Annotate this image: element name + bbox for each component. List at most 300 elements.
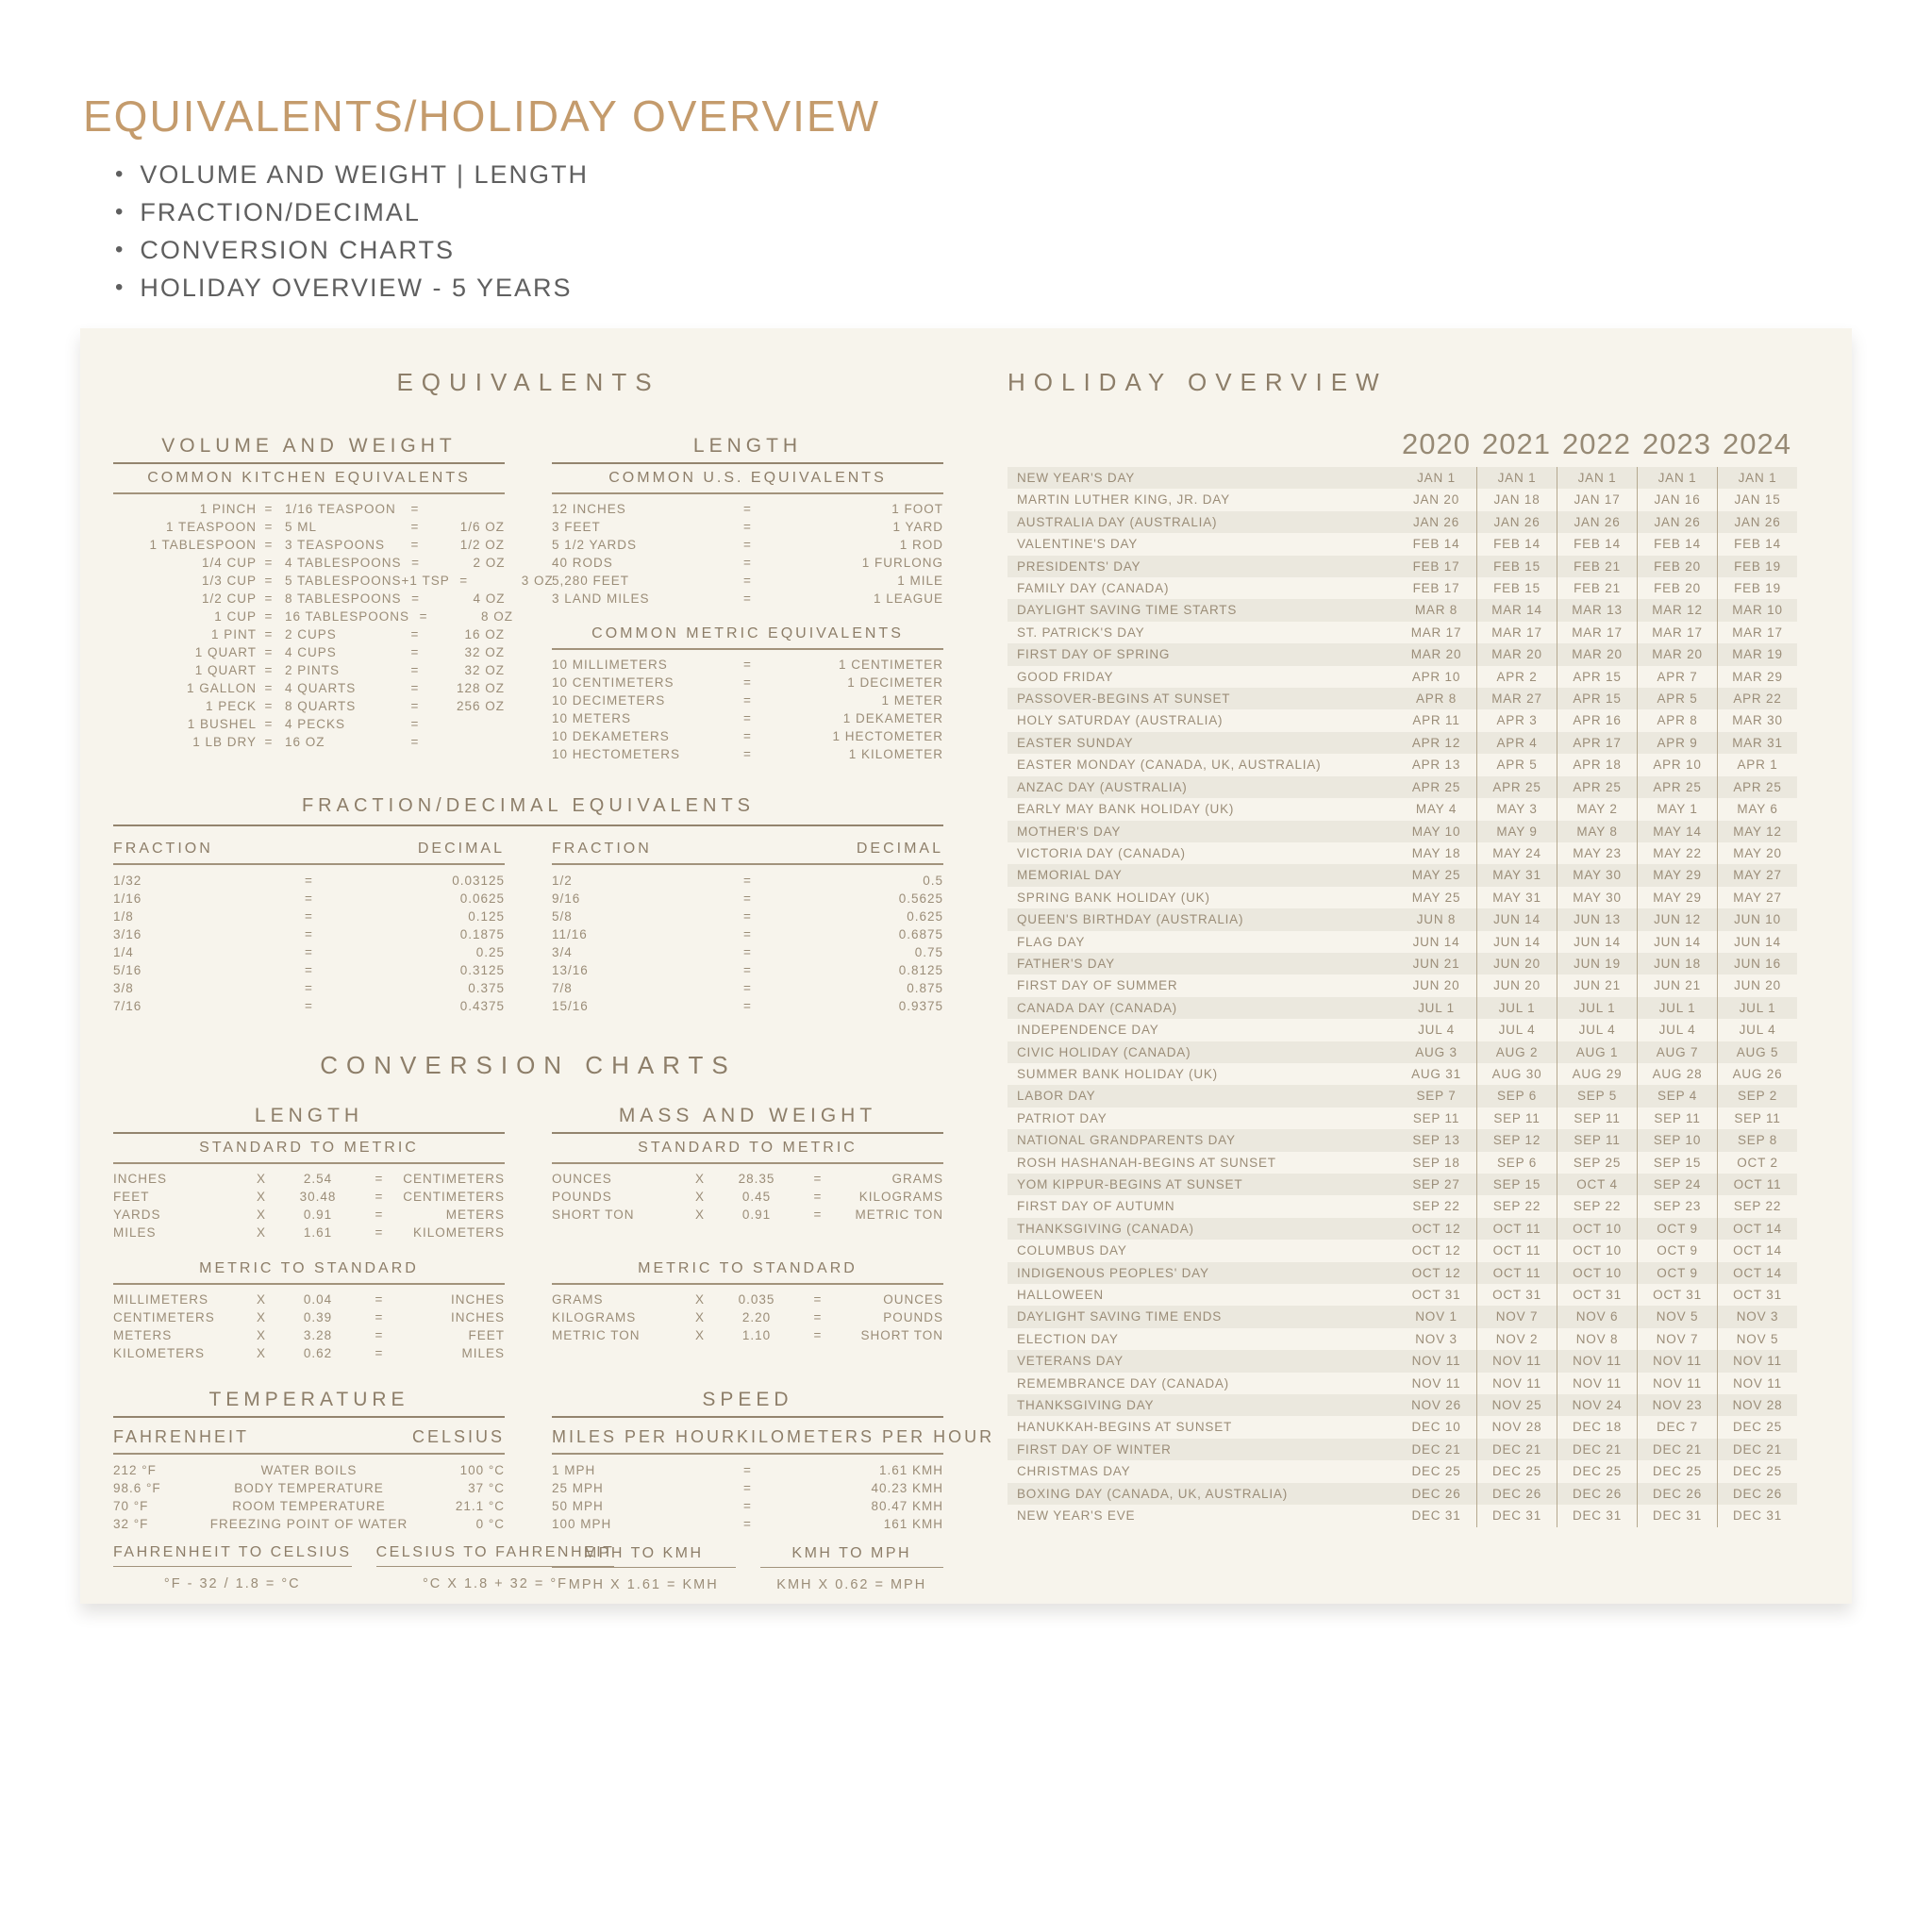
cell: 3/8 [113, 981, 134, 995]
cell: DEC 21 [1637, 1439, 1717, 1460]
holiday-row [1008, 1439, 1797, 1460]
cell: MAY 29 [1637, 887, 1717, 908]
cell: MAR 14 [1476, 599, 1557, 621]
cell: OCT 4 [1557, 1174, 1637, 1195]
cell: MAY 24 [1476, 842, 1557, 864]
cell: 37 °C [468, 1481, 505, 1495]
conversion-row [113, 1170, 505, 1188]
cell: 1/4 CUP [201, 556, 257, 570]
cell: FEET [113, 1190, 150, 1204]
cell: 1 MPH [552, 1463, 596, 1477]
holiday-row [1008, 1240, 1797, 1261]
us-equivalents-table [552, 500, 943, 608]
cell: JAN 15 [1717, 489, 1797, 510]
cell: MAY 9 [1476, 821, 1557, 842]
cell: APR 15 [1557, 688, 1637, 709]
mph-column-header: MILES PER HOUR [552, 1427, 738, 1446]
cell: MAY 30 [1557, 864, 1637, 886]
cell: KILOGRAMS [552, 1310, 637, 1324]
cell: SEP 18 [1412, 1155, 1460, 1170]
cell: APR 18 [1557, 754, 1637, 775]
feature-item: • HOLIDAY OVERVIEW - 5 YEARS [115, 270, 880, 308]
cell: APR 10 [1411, 669, 1461, 684]
cell: JAN 1 [1417, 471, 1456, 485]
holiday-row [1008, 997, 1797, 1019]
cell: SHORT TON [552, 1208, 635, 1222]
cell: FREEZING POINT OF WATER [209, 1517, 408, 1531]
cell: DEC 21 [1717, 1439, 1797, 1460]
holiday-row [1008, 1394, 1797, 1416]
cell: FLAG DAY [1017, 934, 1086, 949]
cell: WATER BOILS [260, 1463, 358, 1477]
cell: X [256, 1190, 266, 1204]
cell: DAYLIGHT SAVING TIME ENDS [1017, 1309, 1223, 1324]
cell: FEB 17 [1412, 581, 1460, 596]
cell: = [813, 1328, 823, 1342]
fraction-row [552, 890, 943, 908]
cell: 161 KMH [883, 1517, 943, 1531]
cell: JAN 26 [1717, 511, 1797, 533]
conversion-row [552, 1326, 943, 1344]
cell: MAY 29 [1637, 864, 1717, 886]
conversion-row [113, 1326, 505, 1344]
cell: 1 QUART [194, 645, 257, 659]
cell: NOV 25 [1476, 1394, 1557, 1416]
holiday-row [1008, 1373, 1797, 1394]
cell: = [743, 945, 752, 959]
holiday-row [1008, 709, 1797, 731]
cell: THANKSGIVING (CANADA) [1017, 1221, 1194, 1236]
volume-weight-heading: VOLUME AND WEIGHT [113, 435, 505, 464]
cell: 21.1 °C [455, 1499, 505, 1513]
conversion-row [113, 1344, 505, 1362]
kitchen-row [113, 715, 505, 733]
holiday-row [1008, 821, 1797, 842]
cell: 0.035 [738, 1292, 775, 1307]
cell: 0.125 [468, 909, 505, 924]
cell: SEP 11 [1717, 1108, 1797, 1129]
cell: OCT 14 [1717, 1218, 1797, 1240]
kitchen-row [113, 733, 505, 751]
cell: 1/16 TEASPOON [285, 502, 396, 516]
speed-row [552, 1515, 943, 1533]
cell: THANKSGIVING DAY [1017, 1398, 1155, 1413]
cell: NOV 11 [1637, 1373, 1717, 1394]
cell: APR 1 [1717, 754, 1797, 775]
cell: 7/16 [113, 999, 142, 1013]
cell: 1 METER [881, 693, 943, 708]
celsius-column-header: CELSIUS [411, 1427, 505, 1446]
cell: MAY 27 [1717, 887, 1797, 908]
equivalents-heading: EQUIVALENTS [396, 368, 660, 396]
cell: 12 INCHES [552, 502, 626, 516]
cell: INCHES [113, 1172, 168, 1186]
cell: = [743, 729, 752, 743]
fraction-table-right [552, 836, 943, 1015]
kitchen-equivalents-table [113, 500, 554, 751]
cell: FEET [468, 1328, 505, 1342]
holiday-row [1008, 1108, 1797, 1129]
metric-to-std-subheading: METRIC TO STANDARD [113, 1255, 505, 1285]
cell: = [375, 1292, 384, 1307]
cell: = [410, 699, 420, 713]
cell: 4 CUPS [285, 645, 337, 659]
fraction-table-left [113, 836, 505, 1015]
cell: INDEPENDENCE DAY [1017, 1023, 1159, 1038]
cell: = [743, 693, 752, 708]
cell: 0.91 [741, 1208, 772, 1222]
cell: AUG 30 [1476, 1063, 1557, 1085]
cell: NOV 7 [1637, 1328, 1717, 1350]
cell: X [256, 1172, 266, 1186]
temperature-row [113, 1479, 505, 1497]
cell: JUL 1 [1418, 1000, 1455, 1015]
cell: 40.23 KMH [871, 1481, 943, 1495]
cell: INCHES [450, 1292, 505, 1307]
cell: 3.28 [303, 1328, 333, 1342]
cell: APR 9 [1637, 732, 1717, 754]
cell: POUNDS [883, 1310, 943, 1324]
cell: = [743, 711, 752, 725]
conversion-row [552, 1170, 943, 1188]
cell: DEC 25 [1717, 1416, 1797, 1438]
cell: AUG 7 [1637, 1041, 1717, 1063]
cell: AUG 3 [1415, 1044, 1457, 1059]
cell: FIRST DAY OF SUMMER [1017, 978, 1178, 993]
cell: MILLIMETERS [113, 1292, 209, 1307]
kmh-to-mph-block [760, 1545, 944, 1592]
cell: 1 CUP [214, 609, 257, 624]
cell: 212 °F [113, 1463, 157, 1477]
reference-panel [80, 328, 1852, 1604]
cell: 1 TABLESPOON [149, 538, 257, 552]
cell: MAY 14 [1637, 821, 1717, 842]
cell: 0.9375 [898, 999, 943, 1013]
kmh-to-mph-formula: KMH X 0.62 = MPH [776, 1577, 927, 1592]
cell: 3/4 [552, 945, 573, 959]
cell: = [410, 681, 420, 695]
cell: = [743, 591, 752, 606]
cell: MAR 20 [1557, 643, 1637, 665]
cell: FIRST DAY OF WINTER [1017, 1441, 1172, 1457]
cell: X [694, 1292, 705, 1307]
cell: NOV 28 [1476, 1416, 1557, 1438]
cell: POUNDS [552, 1190, 612, 1204]
cell: = [264, 574, 274, 588]
cell: MAR 17 [1476, 622, 1557, 643]
cell: HALLOWEEN [1017, 1288, 1104, 1303]
cell: 5 TABLESPOONS+1 TSP [285, 574, 450, 588]
cell: OCT 31 [1637, 1284, 1717, 1306]
cell: JAN 1 [1476, 467, 1557, 489]
cell: JUN 10 [1717, 908, 1797, 930]
cell: JUL 1 [1476, 997, 1557, 1019]
cell: 0.625 [907, 909, 943, 924]
conversion-row [552, 1308, 943, 1326]
cell: NOV 11 [1476, 1373, 1557, 1394]
cell: = [305, 981, 313, 995]
cell: 0.91 [303, 1208, 333, 1222]
cell: = [410, 663, 420, 677]
cell: APR 2 [1476, 666, 1557, 688]
cell: MAR 20 [1637, 643, 1717, 665]
f-to-c-formula: °F - 32 / 1.8 = °C [163, 1576, 301, 1591]
cell: = [743, 891, 752, 906]
cell: METRIC TON [552, 1328, 641, 1342]
holiday-row [1008, 931, 1797, 953]
cell: MAR 17 [1637, 622, 1717, 643]
cell: JAN 17 [1557, 489, 1637, 510]
cell: METERS [113, 1328, 173, 1342]
cell: 30.48 [299, 1190, 337, 1204]
cell: NOV 8 [1557, 1328, 1637, 1350]
cell: = [743, 1481, 752, 1495]
cell: 1 CENTIMETER [838, 658, 943, 672]
cell: FIRST DAY OF SPRING [1017, 647, 1171, 662]
holiday-row [1008, 666, 1797, 688]
cell: VETERANS DAY [1017, 1354, 1124, 1369]
temperature-heading: TEMPERATURE [113, 1389, 505, 1418]
cell: JAN 18 [1476, 489, 1557, 510]
holiday-table [1008, 467, 1797, 1527]
cell: HANUKKAH-BEGINS AT SUNSET [1017, 1420, 1233, 1435]
holiday-row [1008, 1195, 1797, 1217]
cell: VALENTINE'S DAY [1017, 537, 1139, 552]
cell: FEB 14 [1557, 533, 1637, 555]
cell: MAY 10 [1411, 824, 1461, 839]
cell: JUN 20 [1412, 978, 1460, 993]
cell: DEC 25 [1557, 1460, 1637, 1482]
cell: 1/4 [113, 945, 134, 959]
holiday-row [1008, 599, 1797, 621]
cell: = [305, 891, 313, 906]
cell: 98.6 °F [113, 1481, 161, 1495]
cell: ELECTION DAY [1017, 1331, 1119, 1346]
fraction-row [552, 997, 943, 1015]
cell: X [694, 1190, 705, 1204]
cell: 1/2 [552, 874, 573, 888]
metric-length-row [552, 674, 943, 691]
cell: = [264, 591, 274, 606]
cell: = [264, 717, 274, 731]
us-length-row [552, 518, 943, 536]
conversion-length-column [113, 1105, 505, 1362]
cell: 1 LB DRY [192, 735, 257, 749]
fraction-row [552, 943, 943, 961]
cell: SEP 6 [1476, 1085, 1557, 1107]
cell: OUNCES [552, 1172, 612, 1186]
cell: CANADA DAY (CANADA) [1017, 1000, 1177, 1015]
cell: FEB 17 [1412, 558, 1460, 574]
cell: PATRIOT DAY [1017, 1110, 1108, 1125]
cell: JAN 16 [1637, 489, 1717, 510]
cell: 10 CENTIMETERS [552, 675, 675, 690]
cell: 1/2 OZ [459, 538, 505, 552]
cell: APR 4 [1476, 732, 1557, 754]
kitchen-row [113, 518, 505, 536]
cell: YARDS [113, 1208, 161, 1222]
cell: AUG 26 [1717, 1063, 1797, 1085]
fraction-row [113, 890, 505, 908]
cell: X [256, 1310, 266, 1324]
cell: FEB 20 [1637, 577, 1717, 599]
kmh-to-mph-label: KMH TO MPH [760, 1545, 944, 1568]
holiday-row [1008, 842, 1797, 864]
cell: 32 OZ [464, 663, 505, 677]
cell: = [743, 574, 752, 588]
cell: 1 BUSHEL [187, 717, 257, 731]
cell: 10 DEKAMETERS [552, 729, 670, 743]
cell: AUSTRALIA DAY (AUSTRALIA) [1017, 514, 1218, 529]
cell: 1 YARD [892, 520, 943, 534]
cell: = [743, 963, 752, 977]
cell: X [694, 1328, 705, 1342]
cell: KILOGRAMS [858, 1190, 943, 1204]
kmh-column-header: KILOMETERS PER HOUR [737, 1427, 995, 1446]
cell: 5 ML [285, 520, 318, 534]
year-header: 2023 [1642, 427, 1711, 460]
cell: MAY 2 [1557, 798, 1637, 820]
cell: = [411, 556, 420, 570]
cell: JUN 14 [1476, 908, 1557, 930]
cell: = [743, 927, 752, 941]
cell: SEP 8 [1717, 1129, 1797, 1151]
cell: MAY 20 [1717, 842, 1797, 864]
cell: SEP 5 [1557, 1085, 1637, 1107]
cell: 1 MILE [897, 574, 943, 588]
cell: SEP 15 [1476, 1174, 1557, 1195]
cell: OCT 11 [1476, 1262, 1557, 1284]
cell: MAY 1 [1637, 798, 1717, 820]
cell: = [375, 1310, 384, 1324]
cell: 10 METERS [552, 711, 632, 725]
cell: = [743, 556, 752, 570]
conversion-row [113, 1188, 505, 1206]
c-to-f-formula: °C X 1.8 + 32 = °F [422, 1576, 568, 1591]
fraction-row [113, 925, 505, 943]
cell: = [743, 909, 752, 924]
feature-list [115, 157, 880, 308]
mph-to-kmh-block [552, 1545, 736, 1592]
cell: 0.39 [303, 1310, 333, 1324]
page-title: EQUIVALENTS/HOLIDAY OVERVIEW [83, 92, 881, 141]
cell: = [305, 909, 313, 924]
cell: APR 25 [1411, 779, 1461, 794]
mass-weight-heading: MASS AND WEIGHT [552, 1105, 943, 1134]
cell: 0.375 [468, 981, 505, 995]
cell: DEC 21 [1476, 1439, 1557, 1460]
fraction-row [552, 961, 943, 979]
cell: = [743, 1499, 752, 1513]
cell: = [410, 627, 420, 641]
cell: DEC 25 [1637, 1460, 1717, 1482]
cell: OCT 31 [1557, 1284, 1637, 1306]
cell: 8 TABLESPOONS [285, 591, 402, 606]
cell: JUL 4 [1418, 1023, 1455, 1038]
cell: MAR 29 [1717, 666, 1797, 688]
cell: APR 5 [1476, 754, 1557, 775]
cell: INDIGENOUS PEOPLES' DAY [1017, 1265, 1209, 1280]
cell: SEP 24 [1637, 1174, 1717, 1195]
cell: NOV 11 [1411, 1375, 1461, 1391]
year-header: 2021 [1482, 427, 1551, 460]
cell: = [743, 675, 752, 690]
holiday-overview-section [1008, 328, 1797, 1527]
cell: 2.20 [741, 1310, 772, 1324]
cell: MAY 25 [1411, 890, 1461, 905]
cell: METRIC TON [855, 1208, 943, 1222]
us-equivalents-subheading: COMMON U.S. EQUIVALENTS [552, 464, 943, 494]
cell: = [410, 520, 420, 534]
cell: = [305, 945, 313, 959]
cell: APR 17 [1557, 732, 1637, 754]
year-header: 2020 [1402, 427, 1471, 460]
cell: MAY 4 [1415, 802, 1457, 817]
cell: FATHER'S DAY [1017, 956, 1115, 971]
cell: SEP 27 [1412, 1177, 1460, 1191]
cell: JUN 21 [1637, 974, 1717, 996]
holiday-row [1008, 643, 1797, 665]
cell: MAY 27 [1717, 864, 1797, 886]
cell: FEB 14 [1476, 533, 1557, 555]
cell: 16 TABLESPOONS [285, 609, 410, 624]
cell [429, 500, 505, 518]
cell: APR 25 [1557, 776, 1637, 798]
cell: = [264, 699, 274, 713]
cell: 1 PINCH [199, 502, 257, 516]
cell: 5/16 [113, 963, 142, 977]
fraction-table-header [552, 836, 943, 865]
cell: = [375, 1172, 384, 1186]
cell: SEP 11 [1557, 1108, 1637, 1129]
decimal-column-header: DECIMAL [417, 841, 505, 857]
kitchen-row [113, 643, 505, 661]
cell: APR 8 [1415, 691, 1457, 707]
cell: DEC 31 [1717, 1505, 1797, 1526]
cell: 1/8 [113, 909, 134, 924]
cell: JAN 26 [1637, 511, 1717, 533]
speed-column [552, 1389, 995, 1592]
cell: 10 HECTOMETERS [552, 747, 681, 761]
cell: DEC 26 [1476, 1483, 1557, 1505]
cell: CIVIC HOLIDAY (CANADA) [1017, 1044, 1191, 1059]
cell: NOV 11 [1717, 1373, 1797, 1394]
cell: = [743, 538, 752, 552]
holiday-row [1008, 1019, 1797, 1041]
cell: = [375, 1346, 384, 1360]
cell: METERS [445, 1208, 505, 1222]
mph-to-kmh-formula: MPH X 1.61 = KMH [568, 1577, 719, 1592]
cell: 1/32 [113, 874, 142, 888]
conversion-row [113, 1224, 505, 1241]
holiday-row [1008, 489, 1797, 510]
fraction-row [552, 872, 943, 890]
temperature-row [113, 1515, 505, 1533]
cell: 1 PINT [210, 627, 257, 641]
cell: 5,280 FEET [552, 574, 630, 588]
cell: MAY 30 [1557, 887, 1637, 908]
cell: 1 FOOT [891, 502, 943, 516]
holiday-row [1008, 533, 1797, 555]
holiday-row [1008, 953, 1797, 974]
cell: FEB 19 [1717, 556, 1797, 577]
cell: DEC 25 [1411, 1464, 1461, 1479]
cell: = [411, 591, 420, 606]
cell: 1.61 [303, 1225, 333, 1240]
cell: SEP 22 [1412, 1199, 1460, 1214]
cell: = [305, 927, 313, 941]
cell: MAY 18 [1411, 845, 1461, 860]
